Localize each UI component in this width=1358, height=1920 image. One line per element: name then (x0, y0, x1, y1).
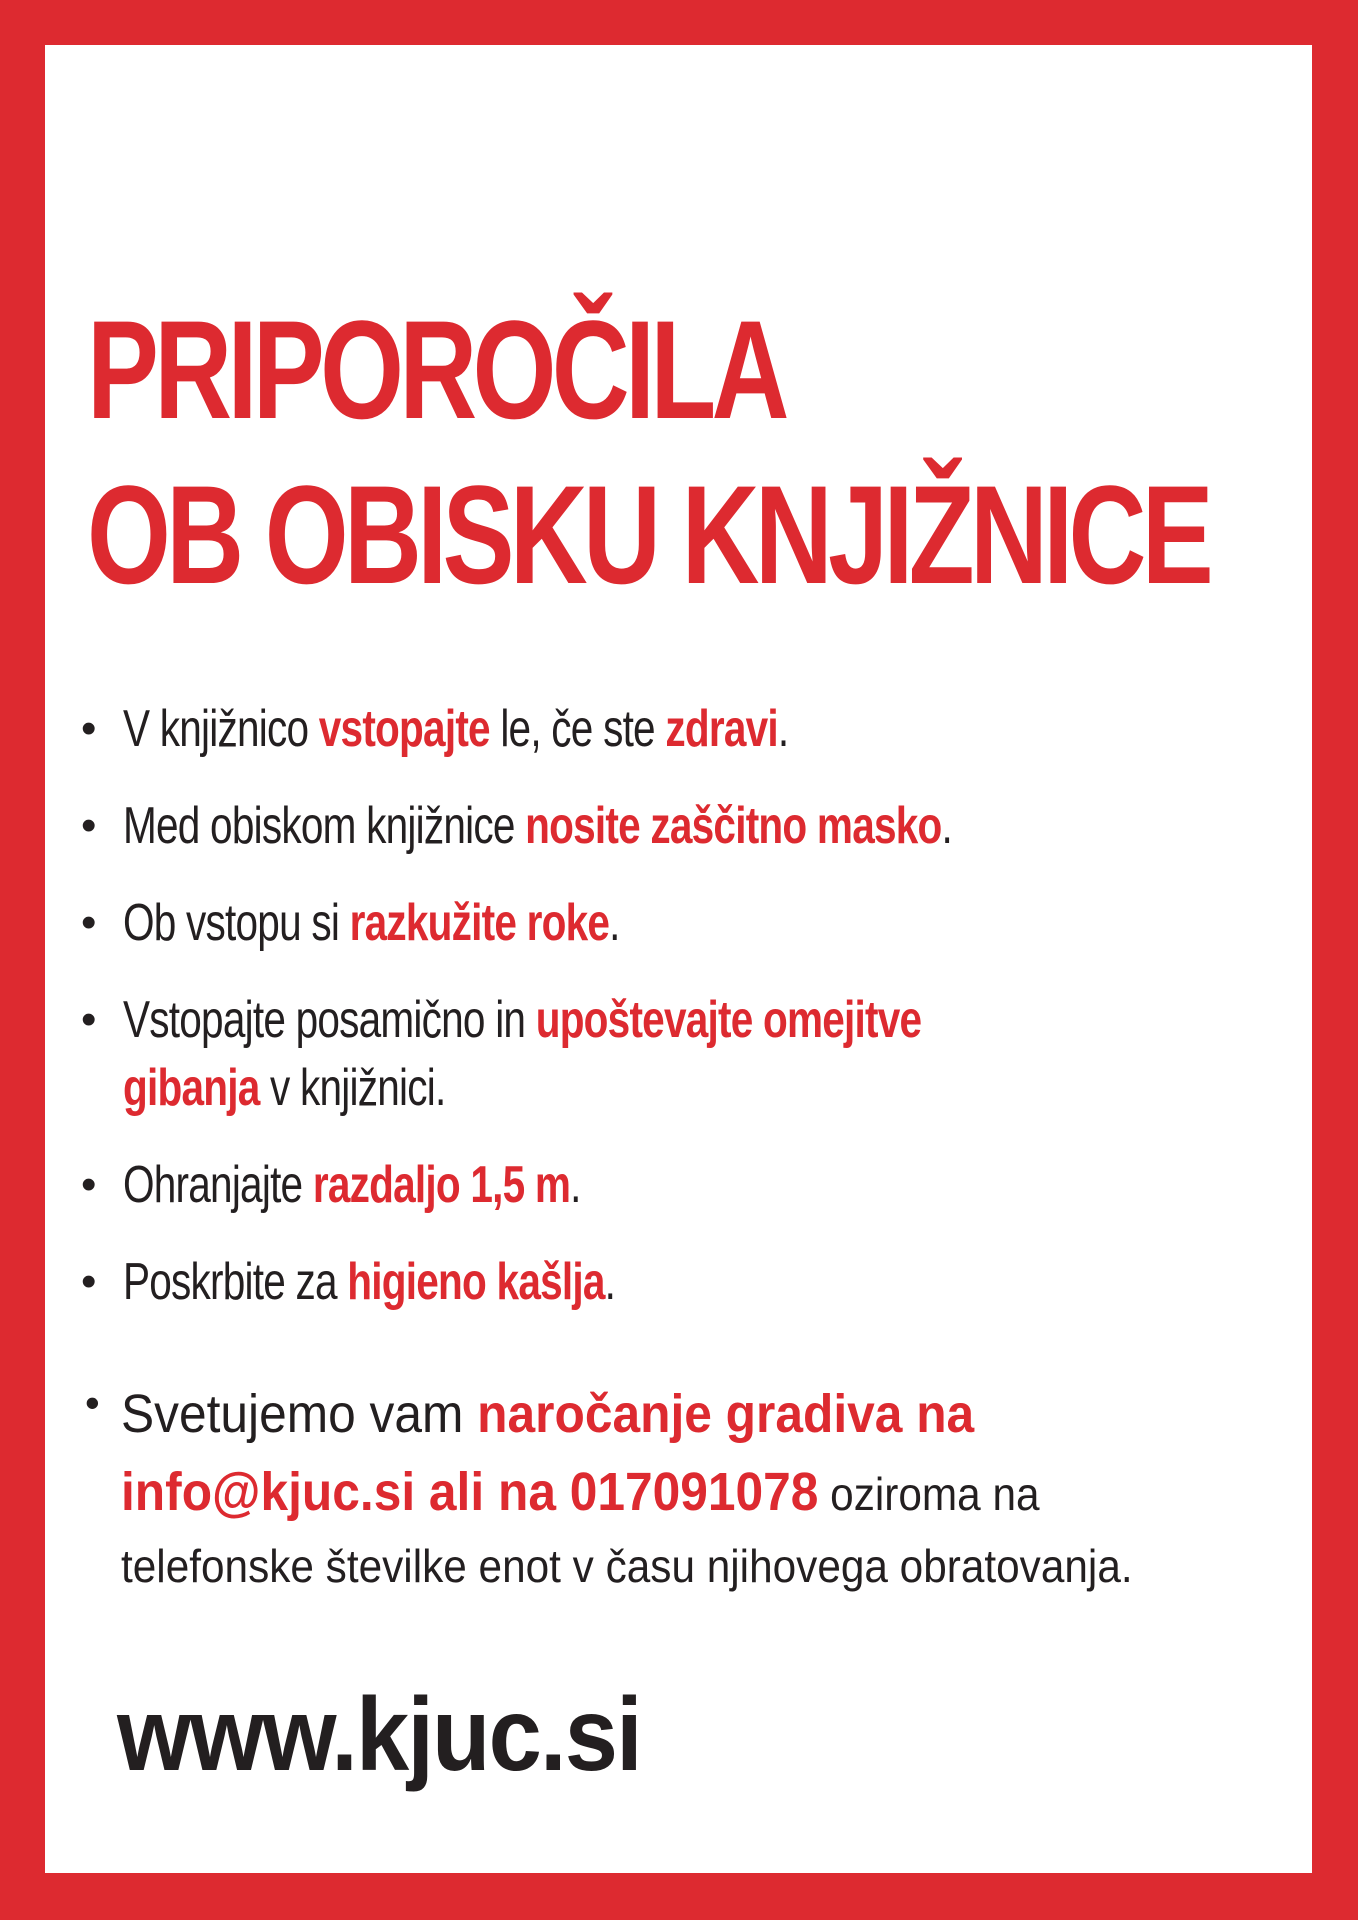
rule-highlight: vstopajte (318, 700, 490, 758)
rule-part: . (777, 700, 789, 758)
rule-highlight: razkužite roke (349, 894, 610, 952)
recommendation-text (123, 792, 1121, 860)
bullet-icon: • (81, 704, 97, 753)
recommendation-item (81, 695, 1261, 763)
rule-part: . (570, 1156, 581, 1214)
bullet-icon: • (81, 801, 97, 850)
title-line-1: PRIPOROČILA (87, 291, 785, 448)
rule-highlight: upoštevajte omejitve gibanja (123, 991, 922, 1117)
recommendation-item (81, 986, 1261, 1122)
rule-part: . (604, 1253, 616, 1311)
rule-part: V knjižnico (123, 700, 319, 758)
recommendation-text (123, 1151, 1121, 1219)
recommendation-text (123, 889, 1121, 957)
rule-highlight: zdravi (665, 700, 778, 758)
rule-part: Med obiskom knjižnice (123, 797, 526, 855)
recommendation-item (81, 1248, 1261, 1316)
rule-part: Ohranjajte (123, 1156, 313, 1214)
advice-contact: info@kjuc.si ali na 017091078 (121, 1462, 819, 1522)
recommendation-text (123, 1248, 1121, 1316)
ordering-advice (85, 1375, 1321, 1599)
advice-line-1 (121, 1375, 1225, 1453)
advice-lead: Svetujemo vam (121, 1384, 478, 1444)
recommendation-item (81, 1151, 1261, 1219)
bullet-icon: • (81, 1257, 97, 1306)
recommendation-text (123, 986, 981, 1122)
poster-sheet (45, 45, 1312, 1873)
recommendation-item (81, 792, 1261, 860)
rule-highlight: razdaljo 1,5 m (312, 1156, 571, 1214)
rule-part: . (941, 797, 953, 855)
recommendation-text (123, 695, 1121, 763)
rule-part: v knjižnici. (259, 1059, 446, 1117)
recommendation-item (81, 889, 1261, 957)
rule-highlight: nosite zaščitno masko (525, 797, 942, 855)
advice-line-2 (121, 1453, 1225, 1533)
rule-part: . (609, 894, 620, 952)
advice-highlight: naročanje gradiva na (477, 1384, 975, 1444)
rule-part: Poskrbite za (123, 1253, 348, 1311)
recommendations-list (81, 695, 1261, 1345)
rule-highlight: higieno kašlja (347, 1253, 605, 1311)
bullet-icon: • (81, 1160, 97, 1209)
website-url: www.kjuc.si (117, 1677, 641, 1793)
rule-part: Vstopajte posamično in (123, 991, 536, 1049)
bullet-icon: • (85, 1379, 100, 1426)
bullet-icon: • (81, 995, 97, 1044)
bullet-icon: • (81, 898, 97, 947)
advice-tail: oziroma na (818, 1468, 1040, 1520)
advice-line-3: telefonske številke enot v času njihovega obratovanja. (121, 1540, 1133, 1592)
rule-part: Ob vstopu si (123, 894, 350, 952)
title-line-2: OB OBISKU KNJIŽNICE (87, 456, 1210, 613)
poster-title (87, 287, 1209, 617)
rule-part: le, če ste (489, 700, 666, 758)
